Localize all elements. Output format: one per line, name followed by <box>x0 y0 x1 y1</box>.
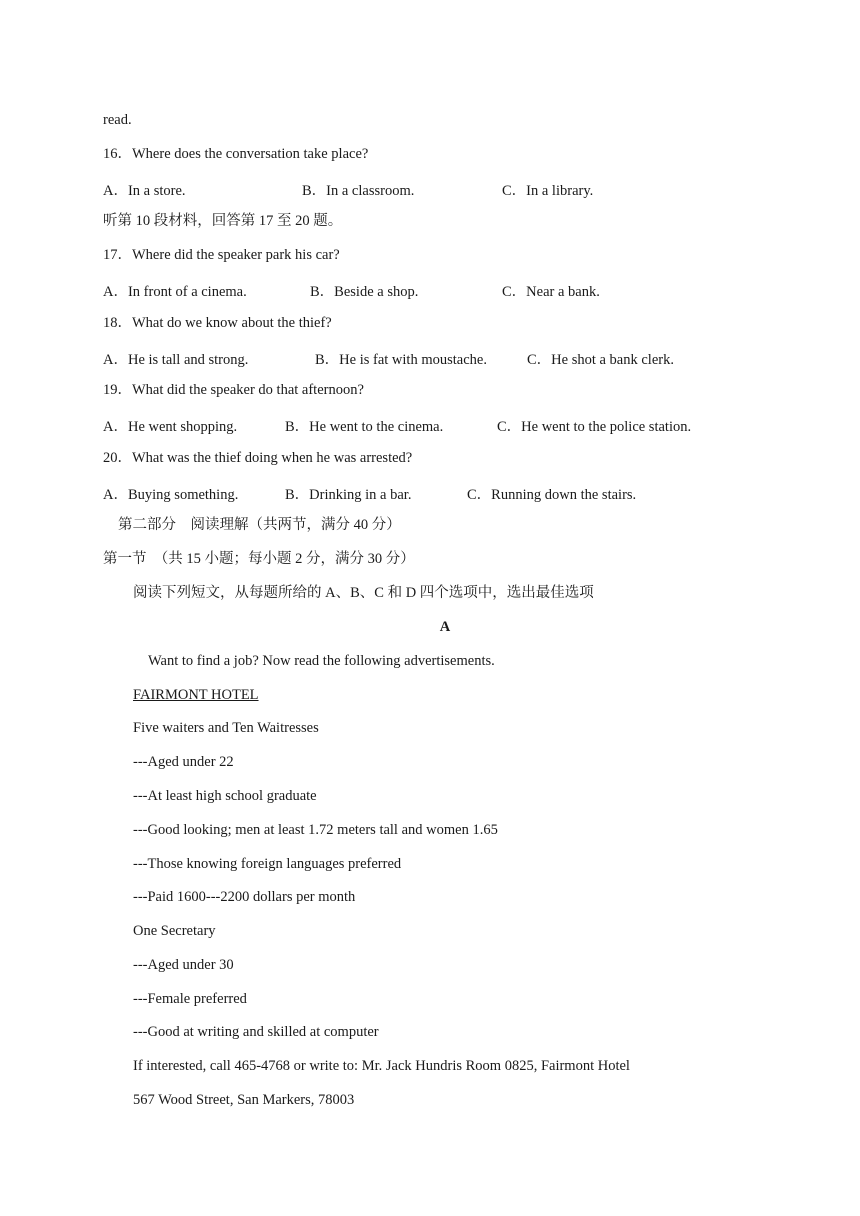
continued-text: read. <box>103 112 132 128</box>
waiter-pay: ---Paid 1600---2200 dollars per month <box>133 889 356 905</box>
question-19: 19．What did the speaker do that afternoon? <box>103 382 364 398</box>
reading-instruction: 阅读下列短文，从每题所给的 A、B、C 和 D 四个选项中，选出最佳选项 <box>133 585 594 601</box>
q20-option-b: B．Drinking in a bar. <box>285 487 412 503</box>
q19-option-a: A．He went shopping. <box>103 419 238 435</box>
q17-option-a: A．In front of a cinema. <box>103 284 247 300</box>
question-18: 18．What do we know about the thief? <box>103 315 332 331</box>
secretary-requirement-gender: ---Female preferred <box>133 991 247 1007</box>
waiter-requirement-height: ---Good looking; men at least 1.72 meters tall and women 1.65 <box>133 822 498 838</box>
q19-option-b: B．He went to the cinema. <box>285 419 444 435</box>
job-waiters: Five waiters and Ten Waitresses <box>133 720 319 736</box>
section-one-heading: 第一节 （共 15 小题；每小题 2 分，满分 30 分） <box>103 551 415 567</box>
question-17: 17．Where did the speaker park his car? <box>103 247 340 263</box>
q20-option-a: A．Buying something. <box>103 487 239 503</box>
listening-instruction: 听第 10 段材料，回答第 17 至 20 题。 <box>103 213 343 229</box>
waiter-requirement-education: ---At least high school graduate <box>133 788 317 804</box>
question-20: 20．What was the thief doing when he was arrested? <box>103 450 413 466</box>
question-16: 16．Where does the conversation take place? <box>103 146 369 162</box>
q20-option-c: C．Running down the stairs. <box>467 487 637 503</box>
q18-option-c: C．He shot a bank clerk. <box>527 352 674 368</box>
q18-option-b: B．He is fat with moustache. <box>315 352 487 368</box>
hotel-address: 567 Wood Street, San Markers, 78003 <box>133 1092 355 1108</box>
secretary-requirement-skills: ---Good at writing and skilled at computer <box>133 1024 379 1040</box>
q16-option-b: B．In a classroom. <box>302 183 415 199</box>
part-two-heading: 第二部分 阅读理解（共两节，满分 40 分） <box>118 517 401 533</box>
passage-intro: Want to find a job? Now read the following advertisements. <box>148 653 495 669</box>
q16-option-a: A．In a store. <box>103 183 186 199</box>
q17-option-c: C．Near a bank. <box>502 284 600 300</box>
hotel-name: FAIRMONT HOTEL <box>133 687 259 703</box>
q18-option-a: A．He is tall and strong. <box>103 352 249 368</box>
q19-option-c: C．He went to the police station. <box>497 419 692 435</box>
q17-option-b: B．Beside a shop. <box>310 284 419 300</box>
waiter-requirement-age: ---Aged under 22 <box>133 754 234 770</box>
job-secretary: One Secretary <box>133 923 216 939</box>
passage-label: A <box>439 619 451 635</box>
secretary-requirement-age: ---Aged under 30 <box>133 957 234 973</box>
waiter-requirement-languages: ---Those knowing foreign languages preferred <box>133 856 402 872</box>
q16-option-c: C．In a library. <box>502 183 594 199</box>
contact-info: If interested, call 465-4768 or write to: Mr. Jack Hundris Room 0825, Fairmont Hotel <box>133 1058 630 1074</box>
